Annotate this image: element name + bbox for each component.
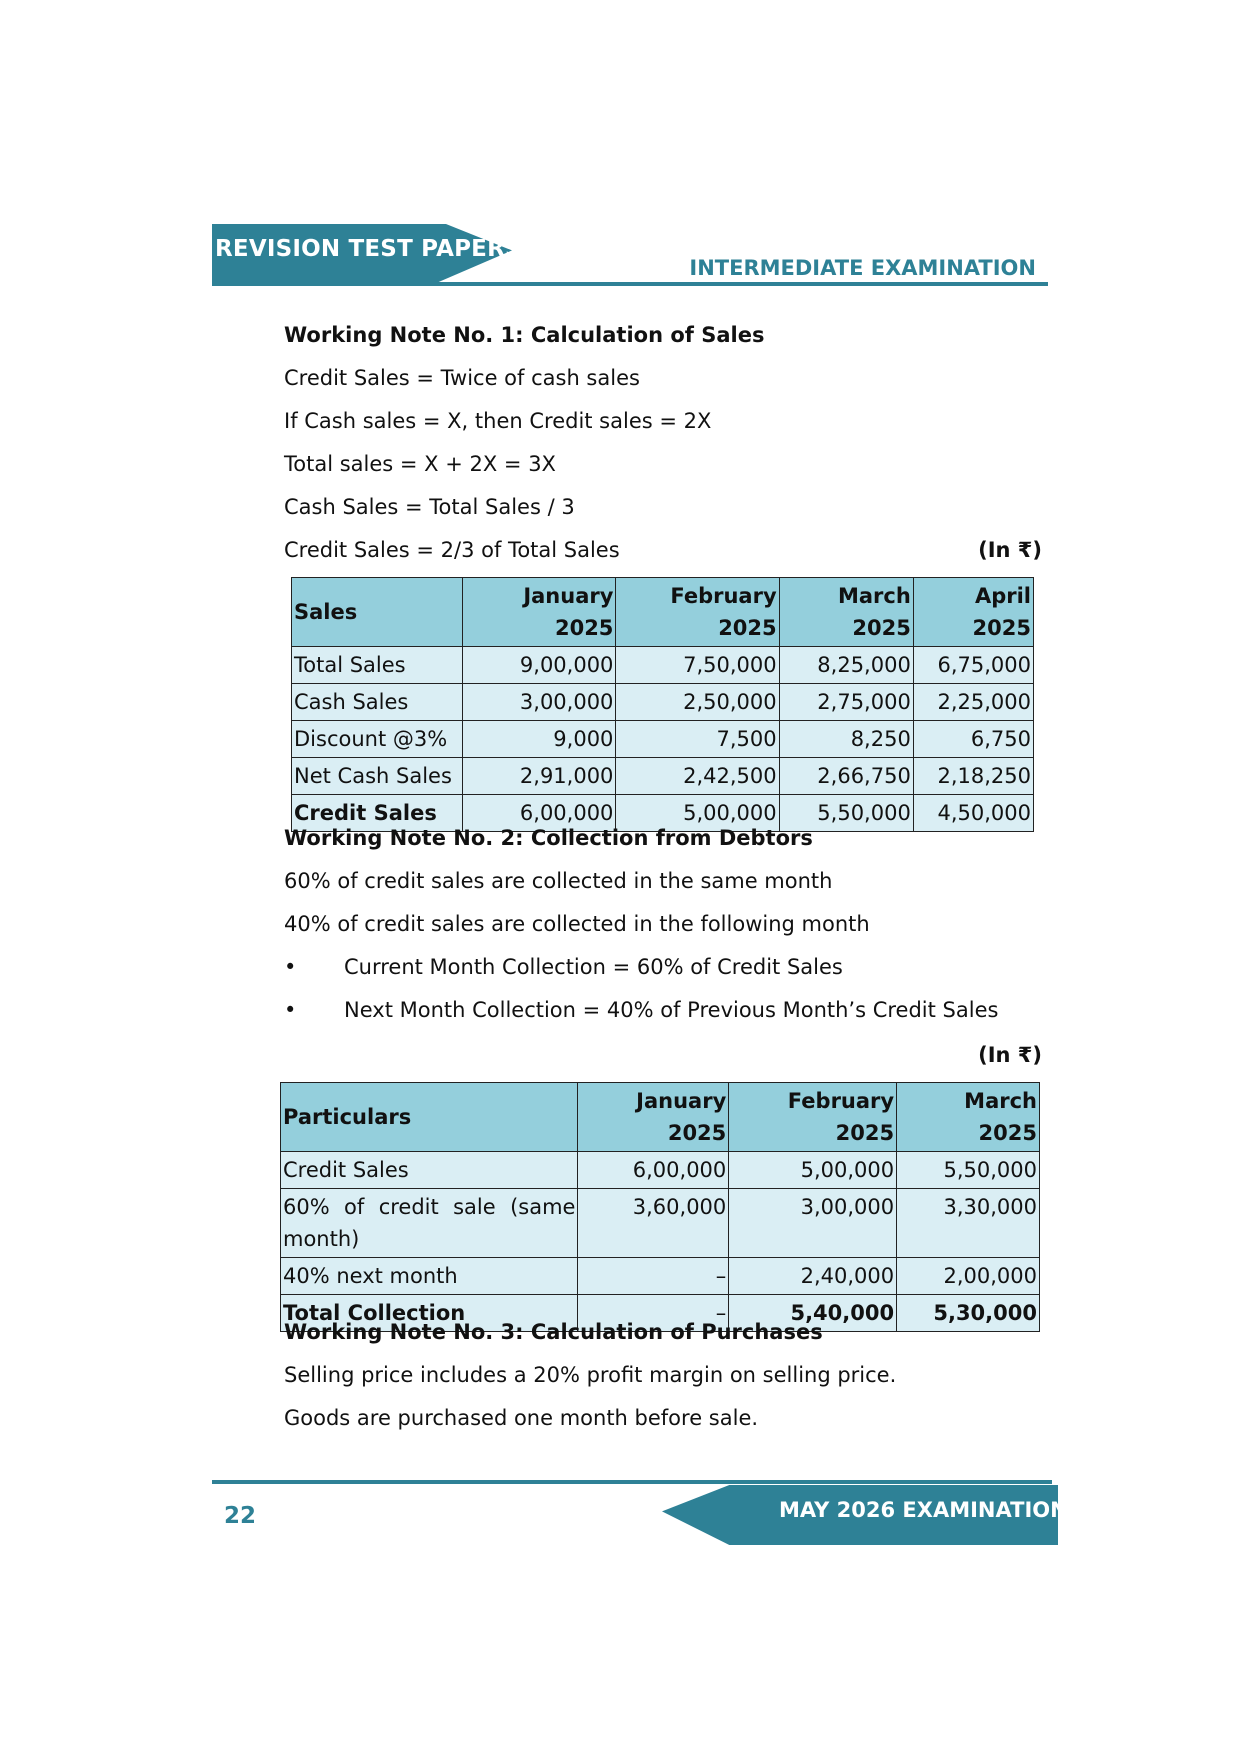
table-cell: 3,00,000 [729, 1189, 897, 1258]
table-cell: 2,75,000 [779, 684, 913, 721]
column-header: February 2025 [616, 578, 779, 647]
table-cell: 5,50,000 [779, 795, 913, 832]
bullet-icon: • [284, 998, 297, 1022]
table-row [292, 684, 1034, 721]
wn1-line: If Cash sales = X, then Credit sales = 2X [284, 409, 712, 433]
table-cell: 2,00,000 [897, 1258, 1040, 1295]
bullet-icon: • [284, 955, 297, 979]
row-label: Cash Sales [292, 684, 463, 721]
wn2-line: 40% of credit sales are collected in the following month [284, 912, 870, 936]
wn2-heading: Working Note No. 2: Collection from Debtors [284, 826, 813, 850]
table-cell: 5,50,000 [897, 1152, 1040, 1189]
table-cell: 2,50,000 [616, 684, 779, 721]
wn2-unit: (In ₹) [978, 1043, 1042, 1067]
table-cell: 2,66,750 [779, 758, 913, 795]
wn3-heading: Working Note No. 3: Calculation of Purchases [284, 1320, 823, 1344]
table-cell: 2,25,000 [913, 684, 1033, 721]
table-cell: – [578, 1295, 729, 1332]
row-label: Total Sales [292, 647, 463, 684]
row-label: Discount @3% [292, 721, 463, 758]
table-cell: 6,00,000 [578, 1152, 729, 1189]
bullet-text: Next Month Collection = 40% of Previous Month’s Credit Sales [344, 998, 999, 1022]
wn1-heading: Working Note No. 1: Calculation of Sales [284, 323, 765, 347]
wn1-unit: (In ₹) [978, 538, 1042, 562]
table-cell: 6,00,000 [463, 795, 616, 832]
table-cell: 6,75,000 [913, 647, 1033, 684]
row-label: Credit Sales [292, 795, 463, 832]
table-cell: 3,00,000 [463, 684, 616, 721]
sales-table [291, 577, 1034, 832]
wn1-line: Total sales = X + 2X = 3X [284, 452, 556, 476]
footer-exam: MAY 2026 EXAMINATION [779, 1498, 1068, 1522]
column-header: January 2025 [578, 1083, 729, 1152]
collection-table [280, 1082, 1040, 1332]
row-label: Credit Sales [281, 1152, 578, 1189]
header-exam: INTERMEDIATE EXAMINATION [689, 256, 1036, 280]
header-rule [212, 282, 1048, 286]
column-header: March 2025 [779, 578, 913, 647]
table-row [292, 758, 1034, 795]
wn3-line: Goods are purchased one month before sale. [284, 1406, 759, 1430]
wn2-line: 60% of credit sales are collected in the same month [284, 869, 833, 893]
wn1-line: Cash Sales = Total Sales / 3 [284, 495, 575, 519]
column-header: January 2025 [463, 578, 616, 647]
table-header-row [292, 578, 1034, 647]
table-cell: 5,40,000 [729, 1295, 897, 1332]
table-cell: 3,30,000 [897, 1189, 1040, 1258]
table-cell: 3,60,000 [578, 1189, 729, 1258]
table-cell: – [578, 1258, 729, 1295]
table-row [292, 721, 1034, 758]
table-cell: 8,25,000 [779, 647, 913, 684]
table-cell: 9,000 [463, 721, 616, 758]
row-label: Total Collection [281, 1295, 578, 1332]
table-row [281, 1189, 1040, 1258]
table-cell: 6,750 [913, 721, 1033, 758]
table-cell: 2,40,000 [729, 1258, 897, 1295]
table-header-row [281, 1083, 1040, 1152]
table-cell: 5,00,000 [729, 1152, 897, 1189]
table-cell: 4,50,000 [913, 795, 1033, 832]
column-header: February 2025 [729, 1083, 897, 1152]
bullet-text: Current Month Collection = 60% of Credit Sales [344, 955, 843, 979]
wn3-line: Selling price includes a 20% profit margin on selling price. [284, 1363, 897, 1387]
table-cell: 2,42,500 [616, 758, 779, 795]
table-cell: 9,00,000 [463, 647, 616, 684]
footer-rule [212, 1480, 1052, 1484]
table-cell: 7,500 [616, 721, 779, 758]
row-label: 60% of credit sale (same month) [281, 1189, 578, 1258]
row-label: 40% next month [281, 1258, 578, 1295]
row-label: Net Cash Sales [292, 758, 463, 795]
table-row [292, 647, 1034, 684]
column-header: Sales [292, 578, 463, 647]
table-row [281, 1152, 1040, 1189]
table-row [281, 1258, 1040, 1295]
column-header: Particulars [281, 1083, 578, 1152]
wn1-line: Credit Sales = Twice of cash sales [284, 366, 640, 390]
page-number: 22 [224, 1503, 257, 1529]
table-cell: 5,30,000 [897, 1295, 1040, 1332]
column-header: April 2025 [913, 578, 1033, 647]
table-cell: 2,91,000 [463, 758, 616, 795]
table-cell: 8,250 [779, 721, 913, 758]
table-cell: 2,18,250 [913, 758, 1033, 795]
table-cell: 5,00,000 [616, 795, 779, 832]
wn1-line: Credit Sales = 2/3 of Total Sales [284, 538, 620, 562]
column-header: March 2025 [897, 1083, 1040, 1152]
table-cell: 7,50,000 [616, 647, 779, 684]
header-title: REVISION TEST PAPERS [215, 236, 522, 262]
